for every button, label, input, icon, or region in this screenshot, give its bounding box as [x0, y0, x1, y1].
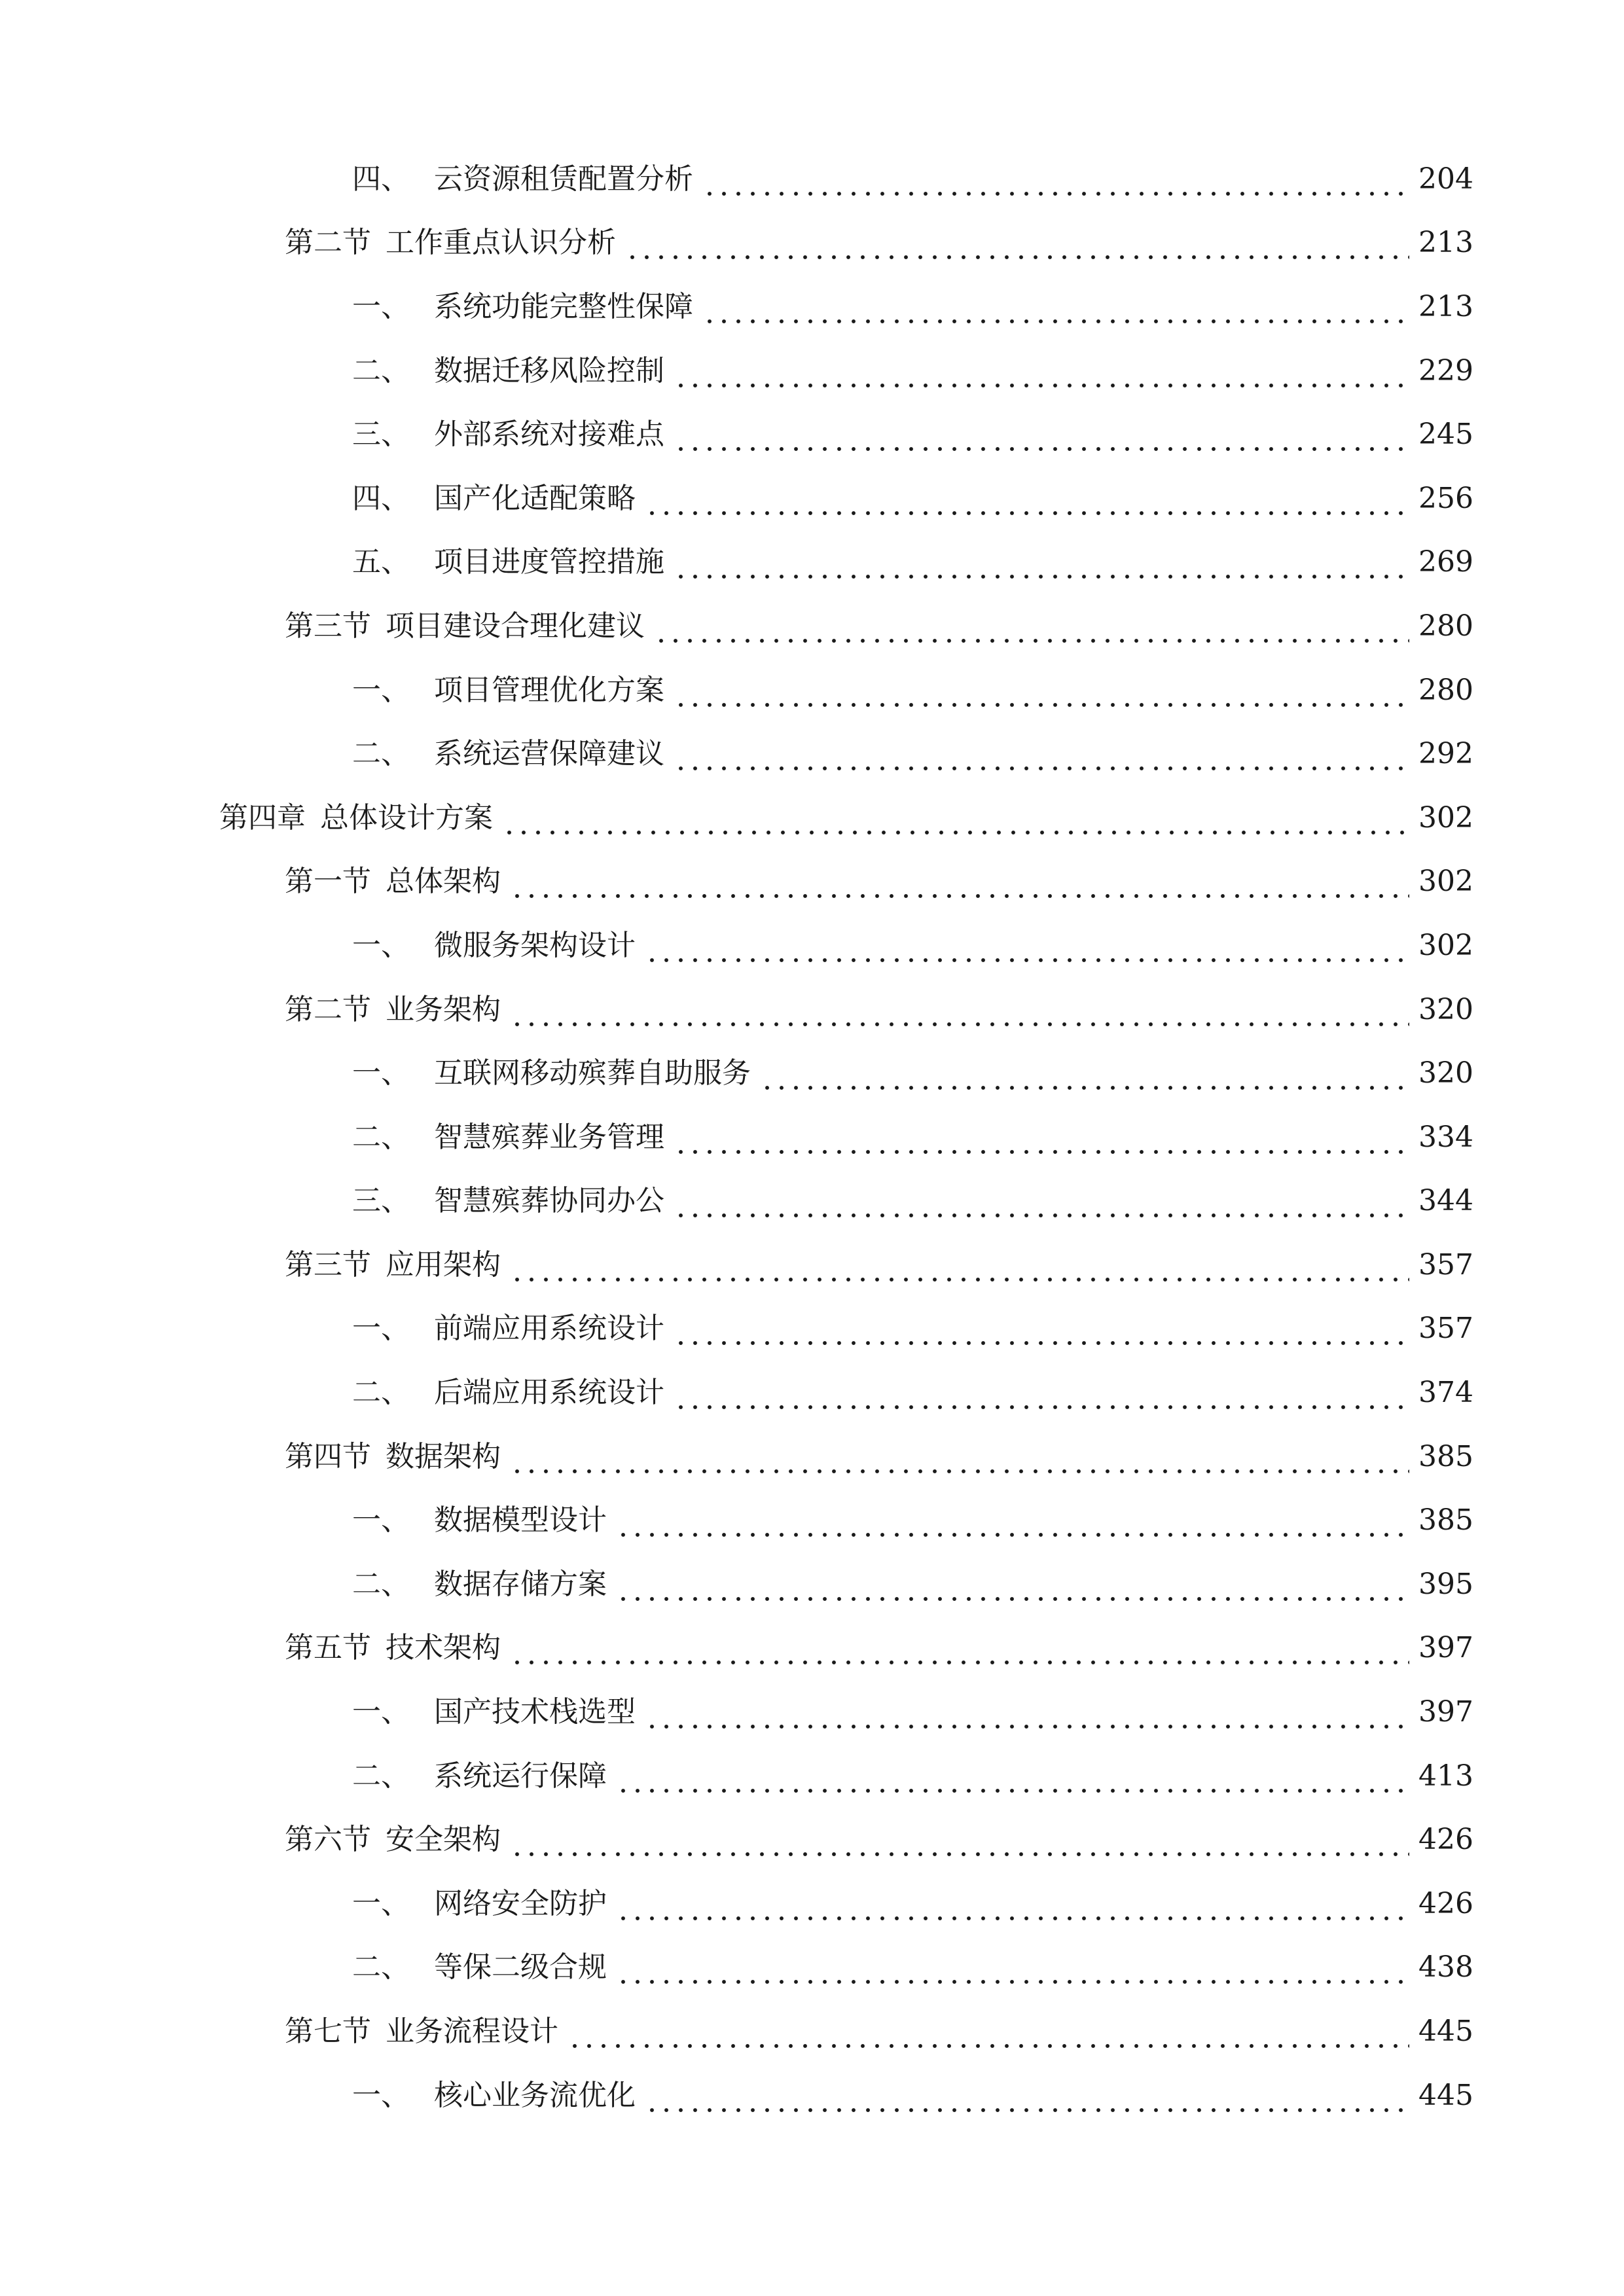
toc-entry-marker: 一、: [352, 1503, 410, 1537]
toc-entry[interactable]: [0, 1297, 1624, 1361]
toc-entry-title: 业务流程设计: [386, 2015, 558, 2049]
toc-entry-title: 系统运行保障: [434, 1759, 607, 1793]
toc-page-number: 438: [1418, 1950, 1473, 1984]
toc-dot-leader: [702, 169, 1409, 198]
toc-entry-marker: 一、: [352, 2078, 410, 2112]
toc-entry[interactable]: [0, 1872, 1624, 1936]
toc-entry[interactable]: [0, 147, 1624, 211]
toc-dot-leader: [510, 1829, 1409, 1858]
toc-entry-marker: 二、: [352, 1759, 410, 1793]
toc-entry-title: 数据架构: [386, 1439, 501, 1473]
toc-entry-title: 网络安全防护: [434, 1886, 607, 1920]
toc-entry-title: 智慧殡葬业务管理: [434, 1120, 664, 1154]
toc-entry-marker: 第五节: [285, 1631, 371, 1665]
toc-entry-marker: 四、: [352, 162, 410, 196]
toc-page-number: 426: [1418, 1886, 1473, 1920]
toc-entry-title: 业务架构: [386, 992, 501, 1026]
toc-entry[interactable]: [0, 467, 1624, 531]
toc-entry[interactable]: [0, 2064, 1624, 2128]
toc-entry-marker: 一、: [352, 928, 410, 962]
toc-page-number: 204: [1418, 162, 1473, 196]
toc-dot-leader: [674, 552, 1409, 581]
toc-entry-title: 安全架构: [386, 1823, 501, 1857]
toc-entry[interactable]: [0, 658, 1624, 723]
toc-entry[interactable]: [0, 403, 1624, 467]
toc-dot-leader: [702, 296, 1409, 325]
toc-entry-marker: 第四章: [219, 800, 306, 834]
toc-dot-leader: [674, 680, 1409, 709]
toc-entry-marker: 二、: [352, 1567, 410, 1601]
table-of-contents: [0, 147, 1624, 2127]
toc-entry[interactable]: [0, 594, 1624, 658]
toc-dot-leader: [625, 232, 1409, 261]
toc-dot-leader: [510, 1638, 1409, 1666]
toc-entry-marker: 一、: [352, 1056, 410, 1090]
toc-dot-leader: [645, 2085, 1409, 2114]
toc-dot-leader: [502, 808, 1409, 836]
toc-dot-leader: [760, 1063, 1409, 1092]
toc-page-number: 334: [1418, 1120, 1473, 1154]
toc-entry-marker: 三、: [352, 418, 410, 452]
toc-entry-title: 数据存储方案: [434, 1567, 607, 1601]
toc-dot-leader: [616, 1893, 1409, 1922]
toc-entry-marker: 二、: [352, 353, 410, 387]
toc-entry-title: 后端应用系统设计: [434, 1376, 664, 1410]
toc-entry-marker: 第三节: [285, 609, 371, 643]
toc-entry-title: 云资源租赁配置分析: [434, 162, 693, 196]
toc-entry-marker: 四、: [352, 481, 410, 515]
toc-page-number: 269: [1418, 545, 1473, 579]
toc-page-number: 357: [1418, 1247, 1473, 1282]
toc-dot-leader: [645, 488, 1409, 517]
toc-entry-marker: 二、: [352, 737, 410, 771]
toc-page-number: 344: [1418, 1184, 1473, 1218]
toc-entry[interactable]: [0, 1170, 1624, 1234]
toc-entry-marker: 第一节: [285, 865, 371, 899]
toc-dot-leader: [645, 1702, 1409, 1731]
toc-entry-marker: 一、: [352, 289, 410, 323]
toc-entry-title: 数据迁移风险控制: [434, 353, 664, 387]
toc-entry-title: 国产化适配策略: [434, 481, 636, 515]
toc-entry[interactable]: [0, 722, 1624, 786]
toc-dot-leader: [654, 616, 1409, 645]
toc-entry-title: 项目管理优化方案: [434, 673, 664, 707]
toc-page-number: 397: [1418, 1695, 1473, 1729]
toc-page-number: 426: [1418, 1823, 1473, 1857]
toc-entry-title: 应用架构: [386, 1247, 501, 1282]
toc-page-number: 357: [1418, 1312, 1473, 1346]
toc-entry-marker: 一、: [352, 673, 410, 707]
toc-entry[interactable]: [0, 339, 1624, 403]
toc-entry-title: 工作重点认识分析: [386, 226, 616, 260]
toc-entry[interactable]: [0, 1936, 1624, 2000]
toc-entry[interactable]: [0, 275, 1624, 339]
toc-entry-marker: 一、: [352, 1695, 410, 1729]
toc-dot-leader: [674, 361, 1409, 389]
toc-entry-marker: 三、: [352, 1184, 410, 1218]
toc-entry[interactable]: [0, 1425, 1624, 1489]
toc-page-number: 229: [1418, 353, 1473, 387]
toc-entry-title: 互联网移动殡葬自助服务: [434, 1056, 751, 1090]
toc-entry-marker: 一、: [352, 1312, 410, 1346]
toc-entry-marker: 二、: [352, 1120, 410, 1154]
toc-entry-title: 系统运营保障建议: [434, 737, 664, 771]
toc-entry-marker: 第三节: [285, 1247, 371, 1282]
toc-page-number: 213: [1418, 226, 1473, 260]
toc-entry-title: 总体架构: [386, 865, 501, 899]
toc-entry-title: 前端应用系统设计: [434, 1312, 664, 1346]
toc-entry[interactable]: [0, 786, 1624, 850]
toc-entry-marker: 二、: [352, 1376, 410, 1410]
toc-page-number: 374: [1418, 1376, 1473, 1410]
toc-entry-title: 外部系统对接难点: [434, 418, 664, 452]
toc-dot-leader: [674, 1382, 1409, 1411]
toc-entry-title: 核心业务流优化: [434, 2078, 636, 2112]
toc-page-number: 385: [1418, 1503, 1473, 1537]
toc-entry-marker: 一、: [352, 1886, 410, 1920]
toc-entry[interactable]: [0, 2000, 1624, 2064]
toc-page-number: 445: [1418, 2078, 1473, 2112]
toc-dot-leader: [674, 1127, 1409, 1156]
toc-entry[interactable]: [0, 1680, 1624, 1744]
toc-entry[interactable]: [0, 1361, 1624, 1425]
toc-page-number: 445: [1418, 2015, 1473, 2049]
toc-page-number: 320: [1418, 1056, 1473, 1090]
toc-dot-leader: [674, 1318, 1409, 1347]
toc-dot-leader: [510, 1446, 1409, 1475]
toc-entry-marker: 第七节: [285, 2015, 371, 2049]
toc-entry-marker: 第二节: [285, 226, 371, 260]
toc-page-number: 280: [1418, 673, 1473, 707]
toc-entry[interactable]: [0, 1105, 1624, 1170]
toc-page-number: 245: [1418, 418, 1473, 452]
toc-entry[interactable]: [0, 1552, 1624, 1617]
toc-entry-marker: 第六节: [285, 1823, 371, 1857]
toc-page-number: 395: [1418, 1567, 1473, 1601]
toc-entry-title: 技术架构: [386, 1631, 501, 1665]
toc-entry-marker: 五、: [352, 545, 410, 579]
toc-entry-title: 项目进度管控措施: [434, 545, 664, 579]
toc-entry-title: 系统功能完整性保障: [434, 289, 693, 323]
toc-page-number: 302: [1418, 800, 1473, 834]
toc-entry[interactable]: [0, 850, 1624, 914]
toc-dot-leader: [568, 2021, 1409, 2050]
toc-entry-title: 国产技术栈选型: [434, 1695, 636, 1729]
toc-dot-leader: [510, 871, 1409, 900]
toc-page-number: 302: [1418, 865, 1473, 899]
toc-dot-leader: [645, 935, 1409, 964]
toc-entry-marker: 第四节: [285, 1439, 371, 1473]
toc-entry[interactable]: [0, 531, 1624, 595]
toc-entry-title: 数据模型设计: [434, 1503, 607, 1537]
toc-entry-title: 等保二级合规: [434, 1950, 607, 1984]
toc-page-number: 302: [1418, 928, 1473, 962]
toc-entry[interactable]: [0, 211, 1624, 276]
toc-entry[interactable]: [0, 1233, 1624, 1297]
toc-entry[interactable]: [0, 1617, 1624, 1681]
toc-page-number: 213: [1418, 289, 1473, 323]
toc-dot-leader: [510, 1255, 1409, 1283]
toc-dot-leader: [616, 1510, 1409, 1539]
toc-entry[interactable]: [0, 978, 1624, 1042]
toc-entry-title: 总体设计方案: [320, 800, 493, 834]
toc-entry-title: 微服务架构设计: [434, 928, 636, 962]
toc-dot-leader: [616, 1957, 1409, 1986]
toc-dot-leader: [674, 424, 1409, 453]
toc-dot-leader: [674, 744, 1409, 772]
toc-entry[interactable]: [0, 1744, 1624, 1808]
toc-entry-title: 智慧殡葬协同办公: [434, 1184, 664, 1218]
toc-page-number: 397: [1418, 1631, 1473, 1665]
toc-page-number: 292: [1418, 737, 1473, 771]
toc-entry[interactable]: [0, 914, 1624, 978]
toc-page-number: 256: [1418, 481, 1473, 515]
toc-dot-leader: [674, 1191, 1409, 1219]
toc-page-number: 385: [1418, 1439, 1473, 1473]
toc-entry-marker: 第二节: [285, 992, 371, 1026]
toc-entry-title: 项目建设合理化建议: [386, 609, 645, 643]
toc-entry[interactable]: [0, 1488, 1624, 1552]
toc-page-number: 320: [1418, 992, 1473, 1026]
toc-entry-marker: 二、: [352, 1950, 410, 1984]
toc-page-number: 280: [1418, 609, 1473, 643]
toc-entry[interactable]: [0, 1041, 1624, 1105]
toc-dot-leader: [616, 1574, 1409, 1603]
toc-page-number: 413: [1418, 1759, 1473, 1793]
toc-entry[interactable]: [0, 1808, 1624, 1872]
toc-dot-leader: [616, 1766, 1409, 1795]
toc-dot-leader: [510, 999, 1409, 1028]
